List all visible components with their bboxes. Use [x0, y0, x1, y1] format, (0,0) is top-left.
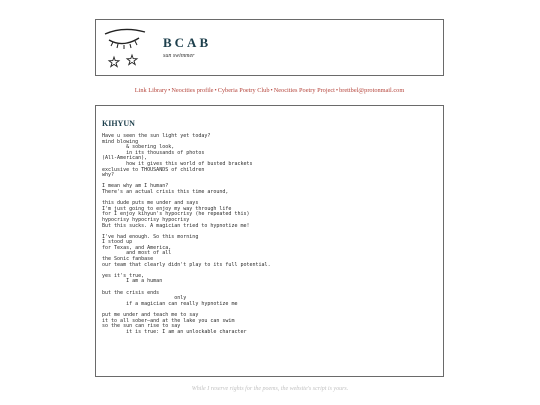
site-header: [95, 19, 444, 76]
nav-links: [95, 87, 444, 94]
poem-stanza: yes it's true, I am a human: [102, 272, 163, 285]
poem-stanza: I mean why am I human? There's an actual crisis this time around,: [102, 183, 229, 195]
poem-stanza: this dude puts me under and says I'm just going to enjoy my way through life for I enjoy kihyun's hypocrisy (he repeated this) hypocrisy hypocrisy hypocrisy But this sucks. A magician tried to hypnotize me!: [102, 200, 250, 229]
nav-link-library[interactable]: Link Library: [134, 87, 168, 94]
nav-separator: •: [270, 87, 273, 94]
site-title: BCAB: [163, 35, 212, 50]
nav-link-email[interactable]: brettbel@protonmail.com: [339, 87, 405, 94]
nav-link-neocities-poetry-project[interactable]: Neocities Poetry Project: [273, 87, 335, 94]
site-subtitle: sun swimmer: [163, 53, 195, 59]
nav-separator: •: [214, 87, 217, 94]
poem-container: [95, 105, 444, 377]
nav-separator: •: [168, 87, 171, 94]
nav-separator: •: [335, 87, 339, 94]
nav-link-neocities-profile[interactable]: Neocities profile: [171, 87, 214, 94]
poem-stanza: Have u seen the sun light yet today? mind blowing & sobering look, in its thousands of photos (All-American), how it gives this world of busted brackets exclusive to THOUSANDS of children why?: [102, 133, 253, 179]
poem-stanza: put me under and teach me to say it to all sober—and at the lake you can swim so the sun can rise to say it is true: I am an unlockable character: [102, 312, 247, 335]
nav-link-cyberia-poetry-club[interactable]: Cyberia Poetry Club: [217, 87, 270, 94]
poem-body: [102, 134, 271, 335]
poem-stanza: but the crisis ends only if a magician can really hypnotize me: [102, 289, 238, 307]
poem-stanza: I've had enough. So this morning I stood up for Texas, and America, and most of all the Sonic fanbase our team that clearly didn't play to its full potential.: [102, 233, 271, 268]
poem-title: KIHYUN: [102, 119, 135, 128]
closed-eyes-sparkles-icon: [101, 24, 151, 72]
footer-note: While I reserve rights for the poems, the website's script is yours.: [191, 386, 349, 392]
